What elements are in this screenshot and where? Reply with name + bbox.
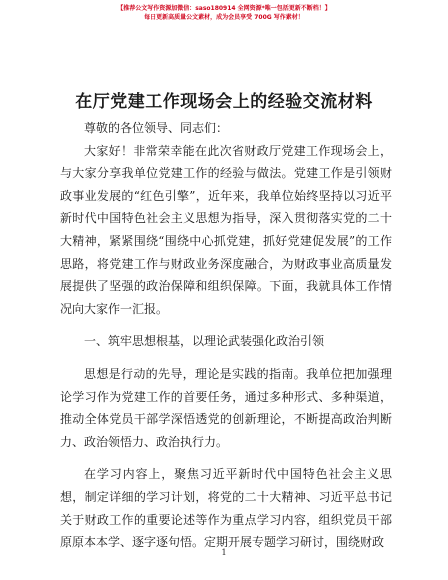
section-paragraph: 思想是行动的先导，理论是实践的指南。我单位把加强理论学习作为党建工作的首要任务，通过多种形式、多种渠道，推动全体党员干部学深悟透党的创新理论，不断提高政治判断力、政治领悟力、政治执行力。 bbox=[60, 366, 392, 449]
section-heading: 一、筑牢思想根基，以理论武装强化政治引领 bbox=[84, 334, 325, 349]
section-paragraph: 在学习内容上，聚焦习近平新时代中国特色社会主义思想，制定详细的学习计划，将党的二十大精神、习近平总书记关于财政工作的重要论述等作为重点学习内容，组织党员干部原原本本学、逐字逐句悟。定期开展专题学习研讨，围绕财政 bbox=[60, 467, 392, 550]
document-title: 在厅党建工作现场会上的经验交流材料 bbox=[75, 92, 373, 112]
promo-banner bbox=[0, 4, 448, 22]
paragraph-spacer bbox=[60, 453, 392, 463]
paragraph-spacer bbox=[60, 320, 392, 330]
paragraph-spacer bbox=[60, 353, 392, 363]
page-number: 1 bbox=[221, 548, 227, 557]
intro-paragraph: 大家好！非常荣幸能在此次省财政厅党建工作现场会上，与大家分享我单位党建工作的经验与做法。党建工作是引领财政事业发展的“红色引擎”，近年来，我单位始终坚持以习近平新时代中国特色社会主义思想为指导，深入贯彻落实党的二十大精神，紧紧围绕“围绕中心抓党建，抓好党建促发展”的工作思路，将党建工作与财政业务深度融合，为财政事业高质量发展提供了坚强的政治保障和组织保障。下面，我就具体工作情况向大家作一汇报。 bbox=[60, 143, 392, 316]
promo-banner-line-2: 每日更新高质量公文素材，成为会员享受 700G 写作素材！ bbox=[144, 14, 304, 21]
promo-banner-line-1: 【推荐公文写作资源加微信：saso180914 全网资源*唯一包括更新不断档！】 bbox=[117, 5, 331, 12]
salutation: 尊敬的各位领导、同志们： bbox=[84, 121, 229, 135]
document-body bbox=[60, 117, 392, 554]
